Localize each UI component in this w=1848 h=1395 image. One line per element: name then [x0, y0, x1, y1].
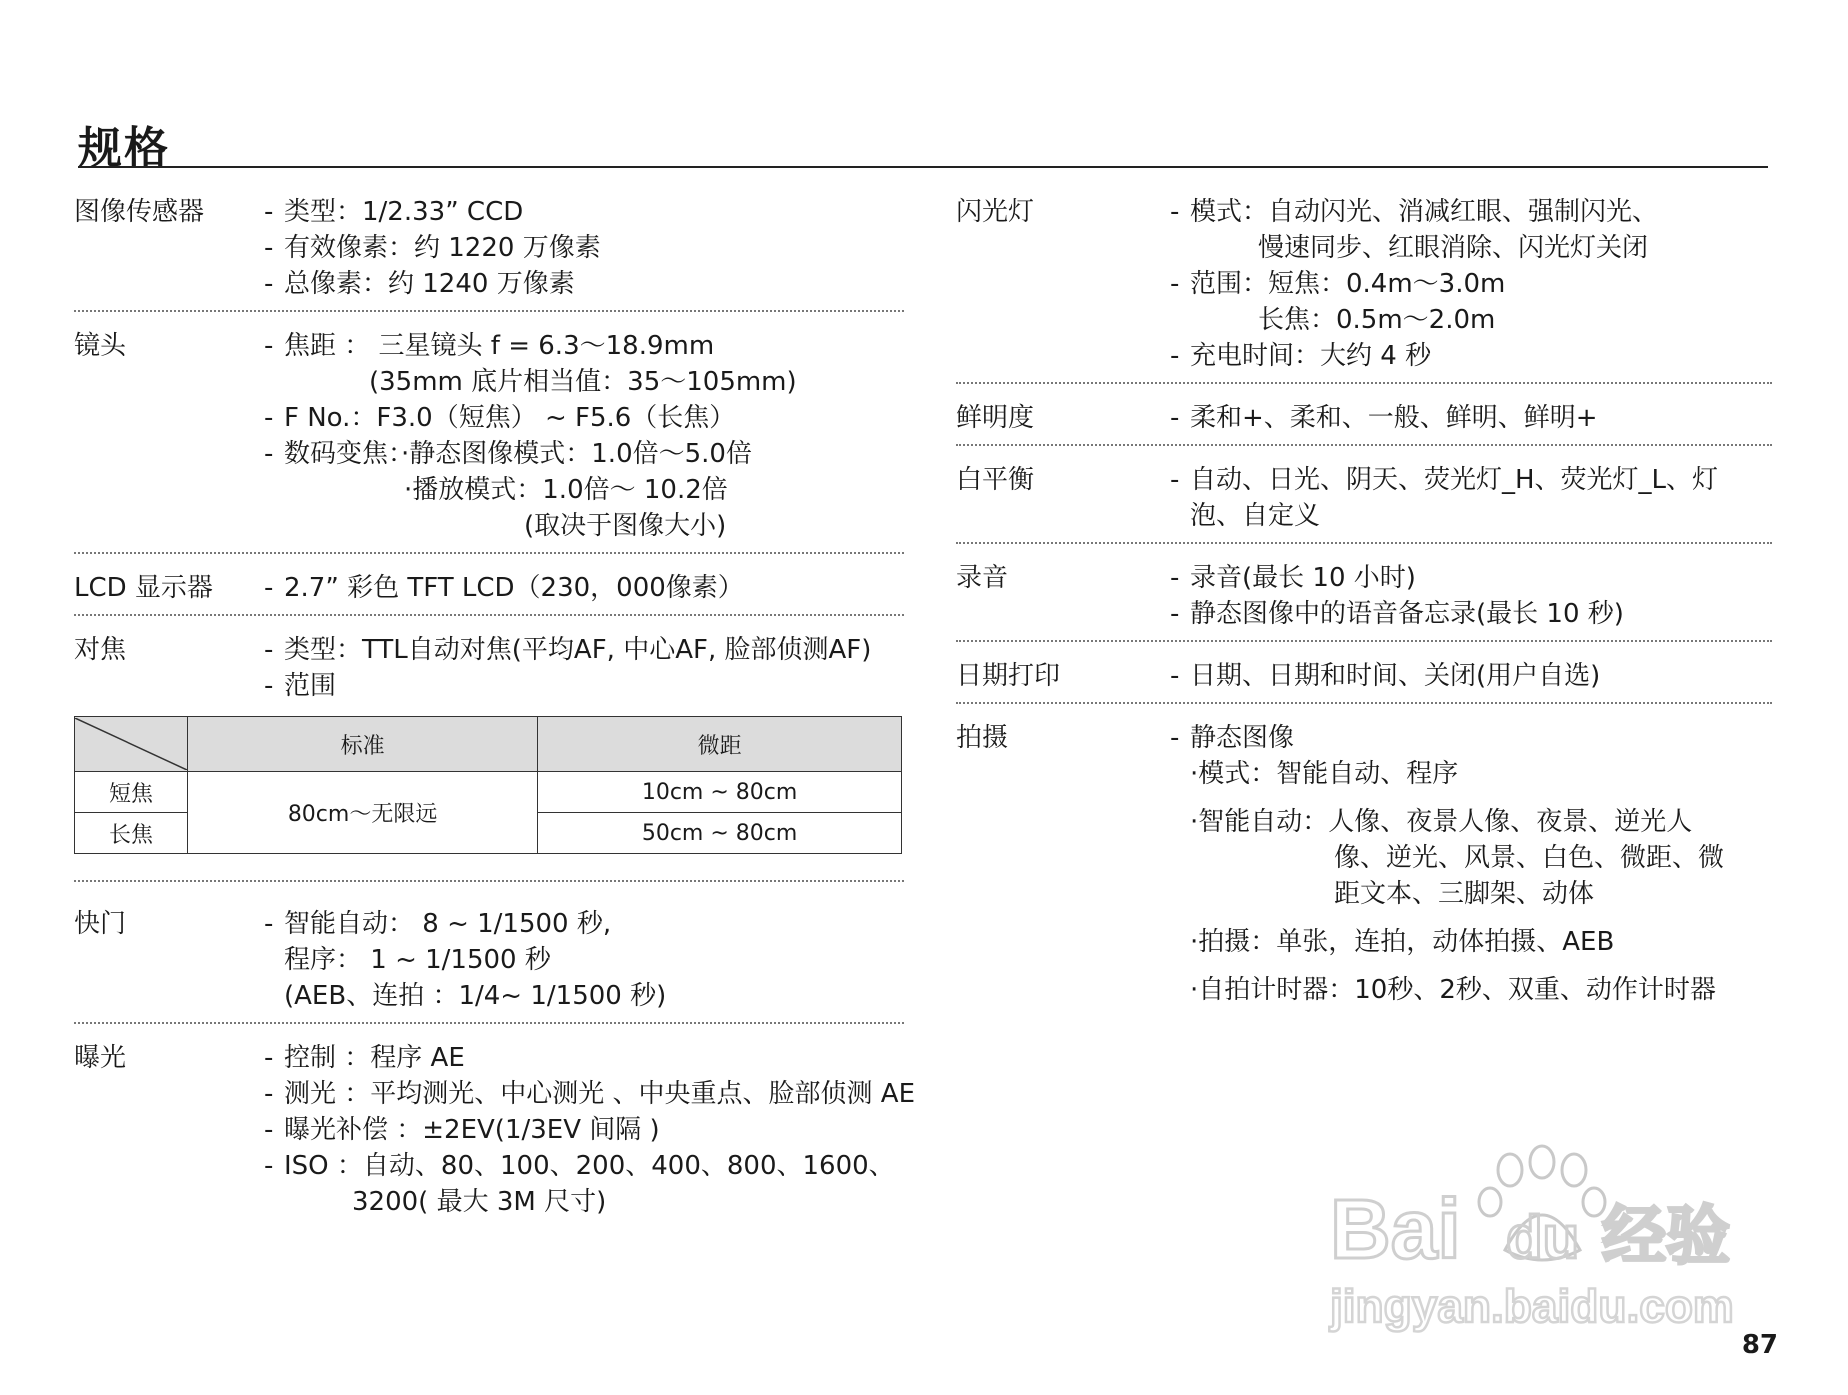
- svg-text:du: du: [1506, 1204, 1580, 1271]
- spec-line: 日期、日期和时间、关闭(用户自选): [1190, 661, 1601, 691]
- spec-line: 测光 ：平均测光、中心测光 、中央重点、脸部侦测 AE: [284, 1079, 916, 1109]
- spec-line: 控制 ：程序 AE: [284, 1043, 465, 1073]
- spec-line: 充电时间：大约 4 秒: [1190, 341, 1432, 371]
- spec-line: ·自拍计时器：10秒、2秒、双重、动作计时器: [1190, 975, 1716, 1005]
- spec-lens: [74, 322, 904, 554]
- spec-line: 自动、日光、阴天、荧光灯_H、荧光灯_L、灯: [1190, 465, 1719, 495]
- spec-focus: [74, 626, 904, 900]
- spec-line: 总像素：约 1240 万像素: [284, 269, 575, 299]
- spec-values: - 日期、日期和时间、关闭(用户自选): [1170, 658, 1772, 694]
- spec-line: 距文本、三脚架、动体: [1334, 879, 1595, 909]
- spec-shutter: [74, 900, 904, 1024]
- spec-line: 模式：自动闪光、消减红眼、强制闪光、: [1190, 197, 1659, 227]
- spec-line: 慢速同步、红眼消除、闪光灯关闭: [1258, 233, 1649, 263]
- spec-line: 数码变焦：·静态图像模式：1.0倍～5.0倍: [284, 439, 752, 469]
- table-cell-standard: 80cm～无限远: [188, 772, 538, 854]
- spec-label: 鲜明度: [956, 403, 1035, 433]
- page-title: 规格: [78, 123, 170, 174]
- spec-line: 静态图像中的语音备忘录(最长 10 秒): [1190, 599, 1624, 629]
- left-column: [74, 188, 916, 1228]
- spec-label: LCD 显示器: [74, 573, 213, 603]
- spec-line: 像、逆光、风景、白色、微距、微: [1334, 843, 1725, 873]
- spec-line: 2.7” 彩色 TFT LCD（230，000像素）: [284, 573, 744, 603]
- spec-label: 快门: [74, 909, 127, 939]
- spec-values: - 静态图像 ·模式：智能自动、程序 ·智能自动：人像、夜景人像、夜景、逆光人 像、逆光、风景、白色、微距、微 距文本、三脚架、动体 ·拍摄：单张，连拍，动体拍摄、AEB ·自拍计时器：10秒、2秒、双重、动作计时器: [1170, 720, 1772, 1008]
- spec-line: 程序： 1 ~ 1/1500 秒: [284, 945, 551, 975]
- right-column: [956, 188, 1772, 1016]
- table-cell-macro-wide: 10cm ~ 80cm: [538, 772, 902, 813]
- spec-line: ·播放模式：1.0倍～ 10.2倍: [404, 475, 728, 505]
- spec-line: 类型：TTL自动对焦(平均AF, 中心AF, 脸部侦测AF): [284, 635, 872, 665]
- spec-line: 长焦：0.5m～2.0m: [1258, 305, 1496, 335]
- spec-line: (35mm 底片相当值：35～105mm): [369, 367, 797, 397]
- spec-lcd: [74, 564, 904, 616]
- spec-values: - 自动、日光、阴天、荧光灯_H、荧光灯_L、灯 泡、自定义: [1170, 462, 1772, 534]
- spec-label: 拍摄: [956, 723, 1009, 753]
- spec-exposure: [74, 1034, 916, 1228]
- section-divider: [74, 880, 904, 882]
- spec-line: 柔和+、柔和、一般、鲜明、鲜明+: [1190, 403, 1598, 433]
- spec-line: 有效像素：约 1220 万像素: [284, 233, 601, 263]
- spec-label: 闪光灯: [956, 197, 1035, 227]
- spec-values: - 2.7” 彩色 TFT LCD（230，000像素）: [264, 570, 904, 606]
- table-row-header-tele: 长焦: [75, 813, 188, 854]
- spec-values: - 焦距 ： 三星镜头 f = 6.3～18.9mm (35mm 底片相当值：35～105mm) - F No.：F3.0（短焦） ~ F5.6（长焦） - 数码变焦：·静态图像模式：1.0倍～5.0倍 ·播放模式：1.0倍～ 10.2倍 (取决于图像大小): [264, 328, 904, 544]
- spec-label: 日期打印: [956, 661, 1061, 691]
- table-row-header-wide: 短焦: [75, 772, 188, 813]
- spec-line: ·智能自动：人像、夜景人像、夜景、逆光人: [1190, 807, 1693, 837]
- spec-line: 智能自动： 8 ~ 1/1500 秒,: [284, 909, 612, 939]
- spec-values: - 类型：TTL自动对焦(平均AF, 中心AF, 脸部侦测AF) - 范围: [264, 632, 904, 704]
- spec-line: ·模式：智能自动、程序: [1190, 759, 1459, 789]
- spec-line: ISO ：自动、80、100、200、400、800、1600、: [284, 1151, 895, 1181]
- spec-image-sensor: [74, 188, 904, 312]
- spec-values: - 柔和+、柔和、一般、鲜明、鲜明+: [1170, 400, 1772, 436]
- spec-line: 曝光补偿 ：±2EV(1/3EV 间隔 ): [284, 1115, 660, 1145]
- diagonal-line: [75, 718, 187, 770]
- svg-text:Bai: Bai: [1330, 1182, 1461, 1276]
- svg-text:jingyan.baidu.com: jingyan.baidu.com: [1330, 1280, 1734, 1332]
- spec-values: - 模式：自动闪光、消减红眼、强制闪光、 慢速同步、红眼消除、闪光灯关闭 - 范围：短焦：0.4m～3.0m 长焦：0.5m～2.0m - 充电时间：大约 4 秒: [1170, 194, 1772, 374]
- spec-label: 图像传感器: [74, 197, 205, 227]
- spec-line: (取决于图像大小): [524, 511, 727, 541]
- spec-label: 镜头: [74, 331, 127, 361]
- table-corner-cell: [75, 717, 188, 772]
- spec-line: 泡、自定义: [1190, 501, 1321, 531]
- spec-line: (AEB、连拍 ：1/4~ 1/1500 秒): [284, 981, 667, 1011]
- spec-sharpness: [956, 394, 1772, 446]
- spec-flash: [956, 188, 1772, 384]
- spec-label: 对焦: [74, 635, 127, 665]
- spec-line: 范围: [284, 671, 337, 701]
- baidu-watermark-logo: [1320, 1140, 1760, 1340]
- table-header-macro: 微距: [538, 717, 902, 772]
- spec-date-imprint: [956, 652, 1772, 704]
- spec-values: - 智能自动： 8 ~ 1/1500 秒, 程序： 1 ~ 1/1500 秒 (AEB、连拍 ：1/4~ 1/1500 秒): [264, 906, 904, 1014]
- spec-label: 录音: [956, 563, 1009, 593]
- spec-line: 录音(最长 10 小时): [1190, 563, 1416, 593]
- spec-line: 范围：短焦：0.4m～3.0m: [1190, 269, 1506, 299]
- spec-label: 白平衡: [956, 465, 1035, 495]
- focus-range-table: [74, 716, 902, 854]
- spec-values: - 录音(最长 10 小时) - 静态图像中的语音备忘录(最长 10 秒): [1170, 560, 1772, 632]
- svg-text:经验: 经验: [1602, 1200, 1730, 1274]
- spec-line: 静态图像: [1190, 723, 1295, 753]
- spec-values: - 类型：1/2.33” CCD - 有效像素：约 1220 万像素 - 总像素：约 1240 万像素: [264, 194, 904, 302]
- title-divider: [78, 166, 1768, 168]
- table-header-standard: 标准: [188, 717, 538, 772]
- spec-line: ·拍摄：单张，连拍，动体拍摄、AEB: [1190, 927, 1615, 957]
- spec-voice-recording: [956, 554, 1772, 642]
- spec-label: 曝光: [74, 1043, 127, 1073]
- spec-line: 类型：1/2.33” CCD: [284, 197, 524, 227]
- spec-line: F No.：F3.0（短焦） ~ F5.6（长焦）: [284, 403, 736, 433]
- spec-white-balance: [956, 456, 1772, 544]
- spec-shooting: [956, 714, 1772, 1016]
- spec-line: 3200( 最大 3M 尺寸): [352, 1187, 607, 1217]
- spec-values: - 控制 ：程序 AE - 测光 ：平均测光、中心测光 、中央重点、脸部侦测 AE - 曝光补偿 ：±2EV(1/3EV 间隔 ) - ISO ：自动、80、100、200、400、800、1600、 3200( 最大 3M 尺寸): [264, 1040, 904, 1220]
- page-number: 87: [1741, 1330, 1778, 1360]
- spec-line: 焦距 ： 三星镜头 f = 6.3～18.9mm: [284, 331, 715, 361]
- table-cell-macro-tele: 50cm ~ 80cm: [538, 813, 902, 854]
